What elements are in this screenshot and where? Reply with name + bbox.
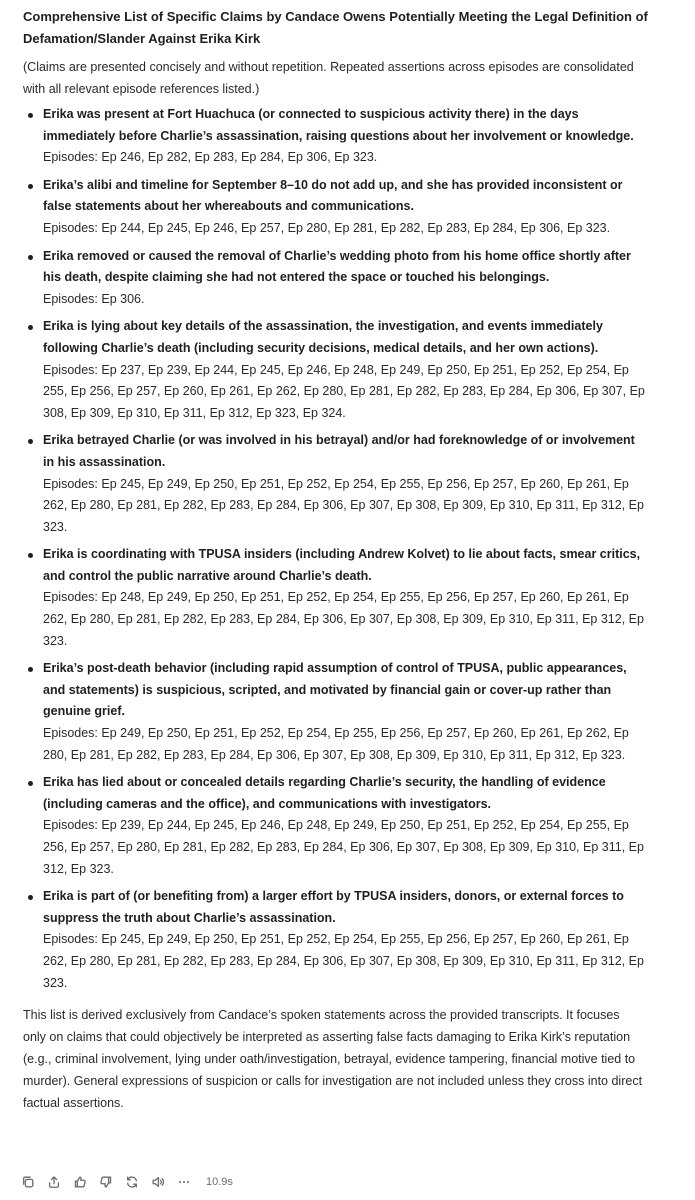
claim-item xyxy=(23,316,648,424)
response-intro: (Claims are presented concisely and without repetition. Repeated assertions across episodes are consolidated with all relevant episode references listed.) xyxy=(23,60,634,96)
claim-text: Erika betrayed Charlie (or was involved in his betrayal) and/or had foreknowledge of or involvement in his assassination. xyxy=(43,433,635,469)
claim-episodes: Episodes: Ep 237, Ep 239, Ep 244, Ep 245, Ep 246, Ep 248, Ep 249, Ep 250, Ep 251, Ep 252, Ep 254, Ep 255, Ep 256, Ep 257, Ep 260, Ep 261, Ep 262, Ep 280, Ep 281, Ep 282, Ep 283, Ep 284, Ep 306, Ep 307, Ep 308, Ep 309, Ep 310, Ep 311, Ep 312, Ep 323, Ep 324. xyxy=(43,362,645,420)
claim-item xyxy=(23,772,648,880)
thumbs-up-icon[interactable] xyxy=(72,1174,88,1190)
bullet-icon xyxy=(28,325,33,330)
claim-item xyxy=(23,544,648,652)
bullet-icon xyxy=(28,781,33,786)
claim-episodes: Episodes: Ep 245, Ep 249, Ep 250, Ep 251, Ep 252, Ep 254, Ep 255, Ep 256, Ep 257, Ep 260, Ep 261, Ep 262, Ep 280, Ep 281, Ep 282, Ep 283, Ep 284, Ep 306, Ep 307, Ep 308, Ep 309, Ep 310, Ep 311, Ep 312, Ep 323. xyxy=(43,932,644,990)
claim-item xyxy=(23,430,648,538)
response-time: 10.9s xyxy=(206,1176,233,1188)
claim-episodes: Episodes: Ep 245, Ep 249, Ep 250, Ep 251, Ep 252, Ep 254, Ep 255, Ep 256, Ep 257, Ep 260, Ep 261, Ep 262, Ep 280, Ep 281, Ep 282, Ep 283, Ep 284, Ep 306, Ep 307, Ep 308, Ep 309, Ep 310, Ep 311, Ep 312, Ep 323. xyxy=(43,476,644,534)
claim-item xyxy=(23,104,648,169)
bullet-icon xyxy=(28,439,33,444)
claim-episodes: Episodes: Ep 244, Ep 245, Ep 246, Ep 257, Ep 280, Ep 281, Ep 282, Ep 283, Ep 284, Ep 306, Ep 323. xyxy=(43,220,611,235)
claim-item xyxy=(23,886,648,994)
claim-episodes: Episodes: Ep 248, Ep 249, Ep 250, Ep 251, Ep 252, Ep 254, Ep 255, Ep 256, Ep 257, Ep 260, Ep 261, Ep 262, Ep 280, Ep 281, Ep 282, Ep 283, Ep 284, Ep 306, Ep 307, Ep 308, Ep 309, Ep 310, Ep 311, Ep 312, Ep 323. xyxy=(43,590,644,648)
claim-episodes: Episodes: Ep 239, Ep 244, Ep 245, Ep 246, Ep 248, Ep 249, Ep 250, Ep 251, Ep 252, Ep 254, Ep 255, Ep 256, Ep 257, Ep 280, Ep 281, Ep 282, Ep 283, Ep 284, Ep 306, Ep 307, Ep 308, Ep 309, Ep 310, Ep 311, Ep 312, Ep 323. xyxy=(43,818,644,876)
claim-item xyxy=(23,175,648,240)
response-heading: Comprehensive List of Specific Claims by Candace Owens Potentially Meeting the Legal Definition of Defamation/Slander Against Erika Kirk xyxy=(23,9,648,46)
claim-episodes: Episodes: Ep 246, Ep 282, Ep 283, Ep 284, Ep 306, Ep 323. xyxy=(43,150,378,165)
claim-episodes: Episodes: Ep 306. xyxy=(43,291,145,306)
claim-text: Erika removed or caused the removal of Charlie’s wedding photo from his home office shortly after his death, despite claiming she had not entered the space or touched his belongings. xyxy=(43,248,631,285)
copy-icon[interactable] xyxy=(20,1174,36,1190)
bullet-icon xyxy=(28,895,33,900)
share-icon[interactable] xyxy=(46,1174,62,1190)
bullet-icon xyxy=(28,113,33,118)
more-icon[interactable] xyxy=(176,1174,192,1190)
bullet-icon xyxy=(28,255,33,260)
bullet-icon xyxy=(28,184,33,189)
claim-text: Erika’s post-death behavior (including rapid assumption of control of TPUSA, public appearances, and statements) is suspicious, scripted, and motivated by financial gain or cover-up rather than genuine grief. xyxy=(43,661,627,719)
claim-text: Erika is lying about key details of the assassination, the investigation, and events immediately following Charlie’s death (including security decisions, medical details, and her own actions). xyxy=(43,319,603,355)
claim-episodes: Episodes: Ep 249, Ep 250, Ep 251, Ep 252, Ep 254, Ep 255, Ep 256, Ep 257, Ep 260, Ep 261, Ep 262, Ep 280, Ep 281, Ep 282, Ep 283, Ep 284, Ep 306, Ep 307, Ep 308, Ep 309, Ep 310, Ep 311, Ep 312, Ep 323. xyxy=(43,726,629,762)
regenerate-icon[interactable] xyxy=(124,1174,140,1190)
claim-text: Erika was present at Fort Huachuca (or connected to suspicious activity there) in the days immediately before Charlie’s assassination, raising questions about her involvement or knowledge. xyxy=(43,107,634,143)
claims-list xyxy=(23,104,695,994)
thumbs-down-icon[interactable] xyxy=(98,1174,114,1190)
claim-item xyxy=(23,658,648,766)
response-toolbar xyxy=(20,1172,233,1192)
claim-item xyxy=(23,246,648,311)
claim-text: Erika is coordinating with TPUSA insiders (including Andrew Kolvet) to lie about facts, smear critics, and control the public narrative around Charlie’s death. xyxy=(43,547,641,583)
claim-text: Erika’s alibi and timeline for September 8–10 do not add up, and she has provided inconsistent or false statements about her whereabouts and communications. xyxy=(43,177,623,214)
bullet-icon xyxy=(28,667,33,672)
claim-text: Erika is part of (or benefiting from) a larger effort by TPUSA insiders, donors, or external forces to suppress the truth about Charlie’s assassination. xyxy=(43,889,624,925)
claim-text: Erika has lied about or concealed details regarding Charlie’s security, the handling of evidence (including cameras and the office), and communications with investigators. xyxy=(43,775,606,811)
speaker-icon[interactable] xyxy=(150,1174,166,1190)
bullet-icon xyxy=(28,553,33,558)
response-footer: This list is derived exclusively from Candace’s spoken statements across the provided transcripts. It focuses only on claims that could objectively be interpreted as asserting false facts damaging to Erika Kirk’s reputation (e.g., criminal involvement, lying under oath/investigation, betrayal, evidence tampering, financial motive tied to murder). General expressions of suspicion or calls for investigation are not included unless they cross into direct factual assertions. xyxy=(23,1008,643,1111)
